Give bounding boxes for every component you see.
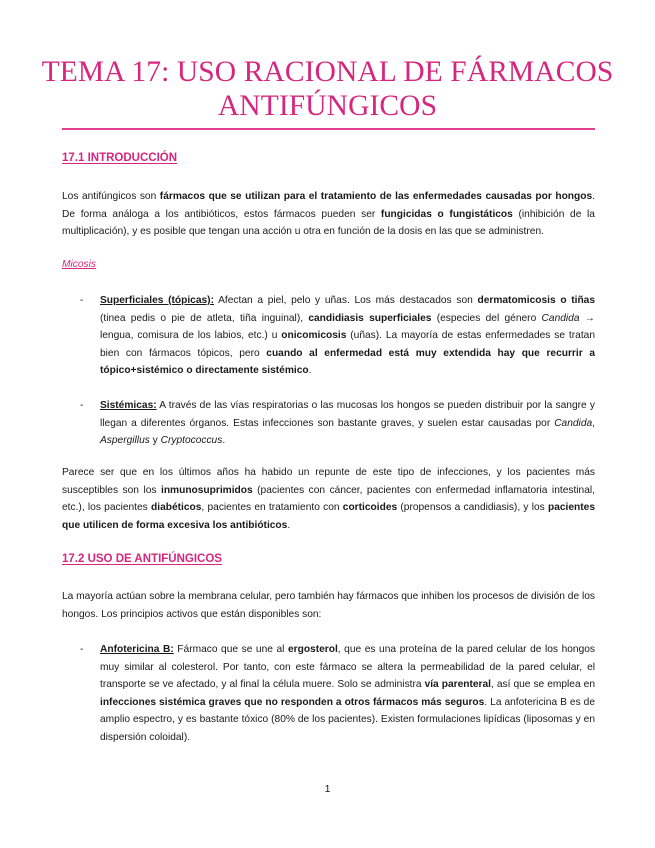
item-label: Anfotericina B:: [100, 644, 174, 655]
text-run: A través de las vías respiratorias o las mucosas los hongos se pueden distribuir por la sangre y llegan a diferentes órganos. Estas infecciones son bastante graves, y suelen estar causadas por: [100, 400, 595, 429]
text-run: .: [222, 435, 226, 447]
bold-run: vía parenteral: [424, 679, 491, 691]
infections-paragraph: [62, 464, 595, 534]
text-run: (propensos a candidiasis), y los: [397, 502, 548, 514]
text-run: Afectan a piel, pelo y uñas. Los más destacados son: [213, 295, 478, 306]
list-item-superficiales: [62, 292, 595, 380]
text-run: .: [308, 365, 312, 377]
page-number: 1: [324, 783, 331, 795]
text-run: (inhibición de la multiplicación), y es posible que tengan una acción u otra en función de la dosis en las que se administren.: [62, 208, 595, 238]
title-line-2: ANTIFÚNGICOS: [217, 90, 438, 122]
bold-run: candidiasis superficiales: [308, 312, 432, 324]
bold-run: ergosterol: [287, 644, 338, 655]
bullet-dash: -: [80, 644, 84, 655]
title-divider: [62, 128, 595, 130]
bold-run: fungicidas o fungistáticos: [380, 208, 513, 220]
text-run: , así que se emplea en: [491, 679, 595, 691]
italic-run: Aspergillus: [100, 435, 150, 447]
bold-run: dermatomicosis o tiñas: [477, 295, 596, 306]
section-heading-uso: 17.2 USO DE ANTIFÚNGICOS: [62, 553, 222, 565]
bullet-dash: -: [80, 295, 84, 306]
bold-run: fármacos que se utilizan para el tratamiento de las enfermedades causadas por hongos: [159, 191, 593, 202]
list-item-text: [100, 292, 595, 380]
uso-paragraph: La mayoría actúan sobre la membrana celular, pero también hay fármacos que inhiben los procesos de división de los hongos. Los principios activos que están disponibles son:: [62, 591, 595, 620]
text-run: Parece ser que en los últimos años ha habido un repunte de este tipo de infecciones, y los pacientes más susceptibles son los: [62, 467, 595, 496]
text-run: Fármaco que se une al: [173, 644, 288, 655]
italic-run: Candida: [554, 417, 593, 429]
text-run: → lengua, comisura de los labios, etc.) u: [100, 312, 595, 342]
item-label: Superficiales (tópicas):: [100, 295, 214, 306]
text-run: ,: [592, 417, 595, 429]
text-run: (tinea pedis o pie de atleta, tiña inguinal),: [100, 312, 309, 324]
bold-run: diabéticos: [151, 502, 202, 514]
text-run: (uñas). La mayoría de estas enfermedades se tratan bien con fármacos tópicos, pero: [100, 330, 595, 359]
list-item-text: [100, 641, 595, 747]
item-label: Sistémicas:: [100, 400, 157, 411]
text-run: (pacientes con cáncer, pacientes con enfermedad inflamatoria intestinal, etc.), los pacientes: [62, 484, 595, 514]
section-heading-intro: 17.1 INTRODUCCIÓN: [62, 152, 178, 164]
text-run: , que es una proteína de la pared celular de los hongos muy similar al colesterol. Por tanto, con este fármaco se altera la permeabilidad de la pared celular, el transporte se ve afectado, y al final la célula muere. Solo se administra: [100, 644, 595, 691]
italic-run: Candida: [541, 312, 580, 324]
intro-paragraph: [62, 188, 595, 241]
text-run: .: [287, 519, 291, 531]
list-item-anfotericina: [62, 641, 595, 747]
bold-run: pacientes que utilicen de forma excesiva los antibióticos: [62, 502, 595, 531]
page-title: [40, 55, 615, 123]
text-run: . La anfotericina B es de amplio espectro, y es bastante tóxico (80% de los pacientes). Existen formulaciones lipídicas (liposomas y en dispersión coloidal).: [100, 696, 595, 743]
text-run: , pacientes en tratamiento con: [201, 502, 343, 514]
list-item-sistemicas: [62, 397, 595, 450]
title-line-1: TEMA 17: USO RACIONAL DE FÁRMACOS: [41, 56, 614, 88]
bold-run: infecciones sistémica graves que no responden a otros fármacos más seguros: [100, 696, 485, 708]
bold-run: inmunosuprimidos: [160, 484, 253, 496]
list-item-text: [100, 397, 595, 450]
text-run: (especies del género: [431, 312, 542, 324]
text-run: . De forma análoga a los antibióticos, estos fármacos pueden ser: [62, 191, 595, 220]
bold-run: corticoides: [342, 502, 398, 514]
bold-run: onicomicosis: [281, 330, 347, 342]
subheading-micosis: Micosis: [62, 259, 96, 270]
text-run: y: [149, 435, 161, 447]
bold-run: cuando al enfermedad está muy extendida hay que recurrir a tópico+sistémico o directamente sistémico: [100, 347, 595, 377]
italic-run: Cryptococcus: [160, 435, 223, 447]
text-run: Los antifúngicos son: [62, 191, 160, 202]
bullet-dash: -: [80, 400, 84, 411]
